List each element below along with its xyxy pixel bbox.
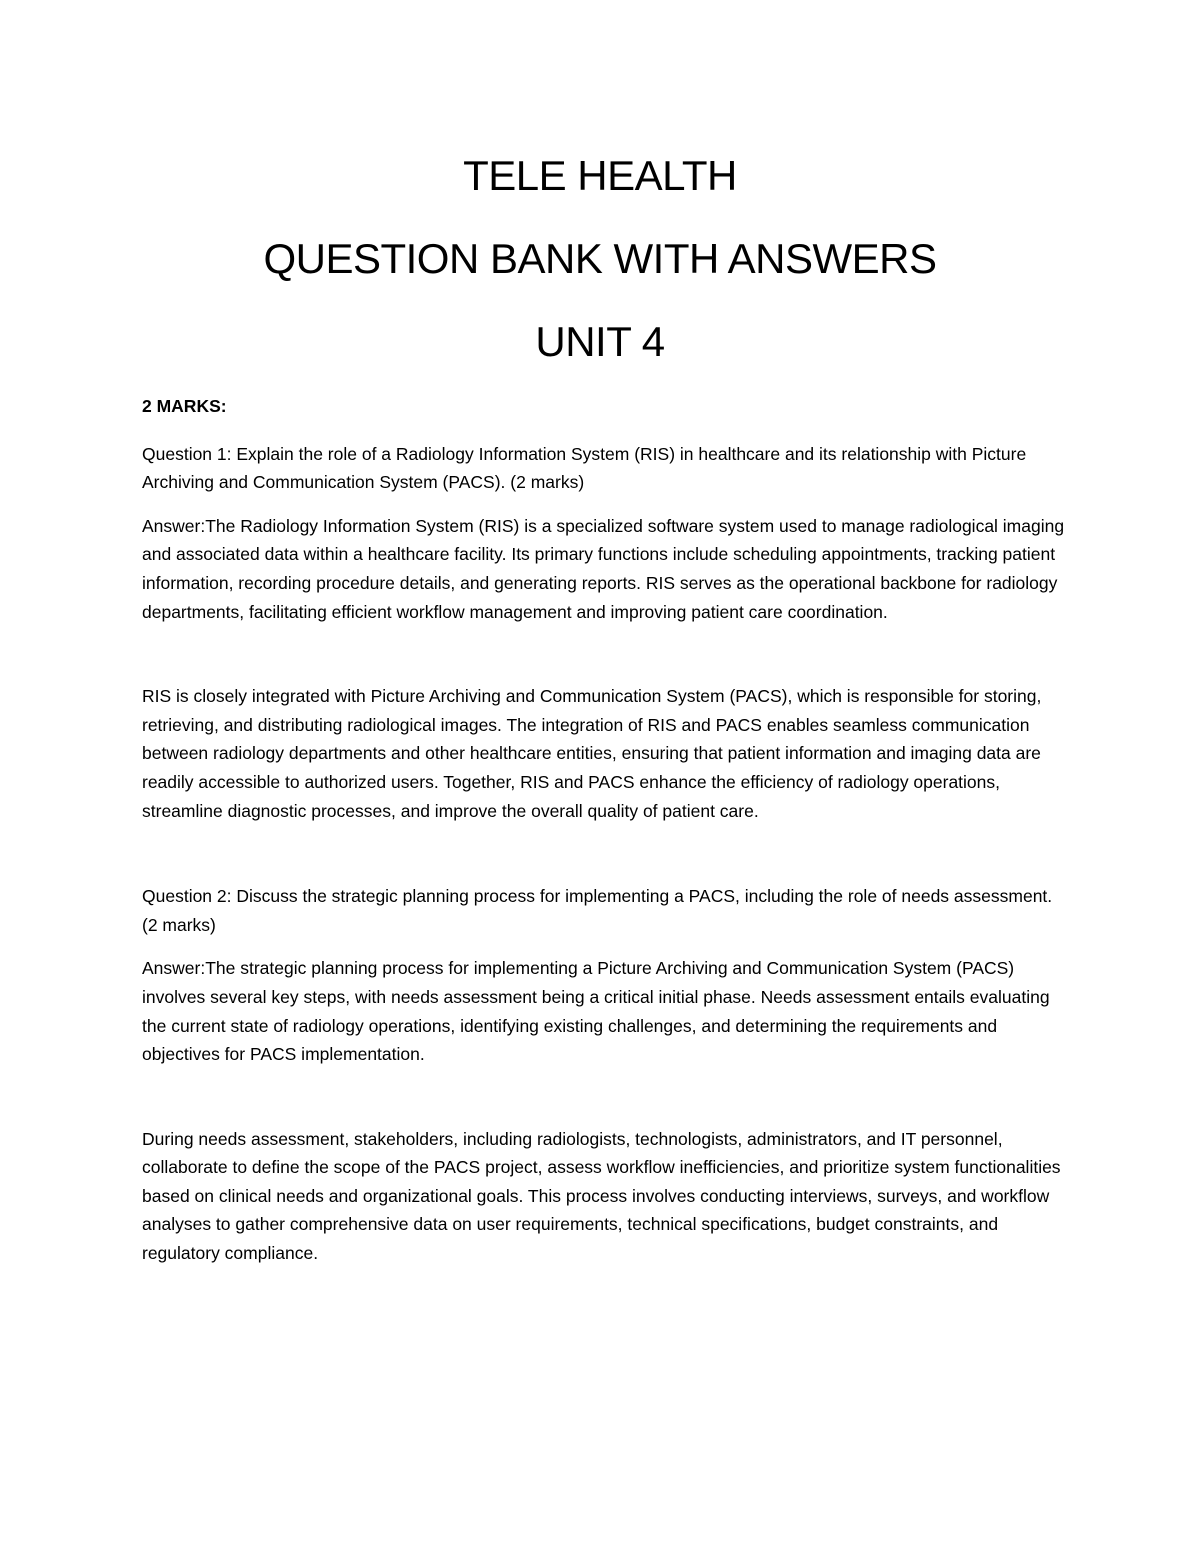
question-1-answer-paragraph-1: Answer:The Radiology Information System (RIS) is a specialized software system used to manage radiological imaging and associated data within a healthcare facility. Its primary functions include scheduling appointments, tracking patient information, recording procedure details, and generating reports. RIS serves as the operational backbone for radiology departments, facilitating efficient workflow management and improving patient care coordination. — [142, 515, 1065, 622]
section-heading: 2 MARKS: — [142, 396, 227, 416]
unit-title: UNIT 4 — [535, 318, 665, 365]
question-2: Question 2: Discuss the strategic planning process for implementing a PACS, including the role of needs assessment. (2 marks) — [142, 886, 1053, 935]
question-1: Question 1: Explain the role of a Radiology Information System (RIS) in healthcare and its relationship with Picture Archiving and Communication System (PACS). (2 marks) — [142, 443, 1027, 493]
title-block — [0, 150, 1200, 368]
document-subtitle: QUESTION BANK WITH ANSWERS — [263, 235, 937, 282]
question-2-answer-paragraph-2: During needs assessment, stakeholders, including radiologists, technologists, administrators, and IT personnel, collaborate to define the scope of the PACS project, assess workflow inefficiencies, and prioritize system functionalities based on clinical needs and organizational goals. This process involves conducting interviews, surveys, and workflow analyses to gather comprehensive data on user requirements, technical specifications, budget constraints, and regulatory compliance. — [142, 1128, 1061, 1264]
document-body — [142, 392, 1072, 1268]
question-1-answer-paragraph-2: RIS is closely integrated with Picture Archiving and Communication System (PACS), which is responsible for storing, retrieving, and distributing radiological images. The integration of RIS and PACS enables seamless communication between radiology departments and other healthcare entities, ensuring that patient information and imaging data are readily accessible to authorized users. Together, RIS and PACS enhance the efficiency of radiology operations, streamline diagnostic processes, and improve the overall quality of patient care. — [142, 686, 1042, 821]
question-2-answer-paragraph-1: Answer:The strategic planning process for implementing a Picture Archiving and Communication System (PACS) involves several key steps, with needs assessment being a critical initial phase. Needs assessment entails evaluating the current state of radiology operations, identifying existing challenges, and determining the requirements and objectives for PACS implementation. — [142, 958, 1050, 1065]
document-title: TELE HEALTH — [463, 152, 737, 199]
